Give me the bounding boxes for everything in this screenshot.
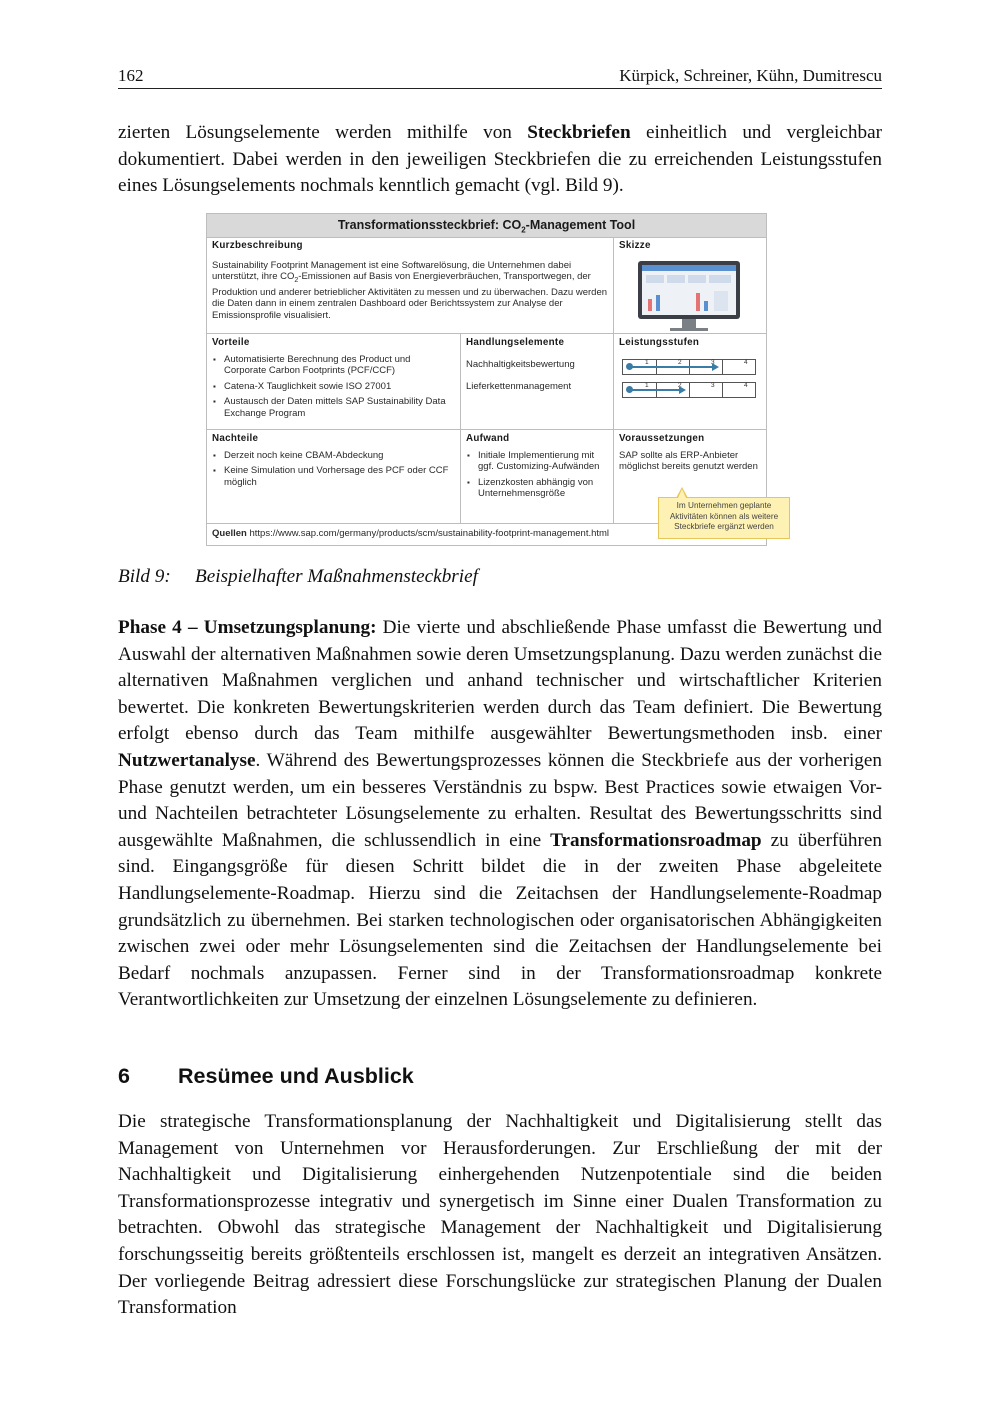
nachteile-list [212, 450, 455, 489]
phase4-bold-2: Nutzwertanalyse [118, 749, 256, 771]
intro-paragraph [118, 120, 882, 200]
vorteile-heading: Vorteile [212, 337, 250, 348]
kurz-heading: Kurzbeschreibung [212, 240, 303, 251]
page-number: 162 [118, 66, 144, 85]
figure-title-pre: Transformationssteckbrief: CO [337, 218, 522, 232]
vorteil-item: ▪ Catena-X Tauglichkeit sowie ISO 27001 [212, 381, 455, 393]
kurz-text [212, 260, 608, 322]
phase4-heading: Phase 4 – Umsetzungsplanung: [118, 617, 377, 638]
scale-label: 1 [645, 382, 649, 389]
cell-vorteile [207, 334, 461, 430]
scale-label: 2 [678, 382, 682, 389]
intro-text-2: einheitlich und vergleichbar dokumentiert. Dabei werden in den jeweiligen Steckbriefen die zu erreichenden Leistungsstufen eines Lösungselements nochmals kenntlich gemacht (vgl. Bild 9). [118, 122, 882, 197]
level-start-dot [626, 363, 633, 370]
phase4-bold-3: Transformationsroadmap [550, 829, 762, 851]
scale-label: 4 [744, 359, 748, 366]
phase4-text-2: . Während des Bewertungsprozesses können die Steckbriefe aus der vorherigen Phase genutzt werden, um ein besseres Verständnis zu bspw. Best Practices sowie etwaigen Vor- und Nachteilen betrachteter Lösungselemente zu erhalten. Resultat des Bewertungsschritts sind ausgewählte Maßnahmen, die schlussendlich in eine [118, 749, 882, 851]
intro-text-1: zierten Lösungselemente werden mithilfe von [118, 122, 528, 143]
vorteile-list [212, 354, 455, 420]
cell-kurzbeschreibung [207, 237, 614, 334]
handlung-heading: Handlungselemente [466, 337, 565, 348]
handlung-item: Nachhaltigkeitsbewertung [466, 358, 575, 370]
scale-divider [689, 383, 690, 397]
running-header [118, 62, 882, 89]
level-bar [629, 389, 679, 391]
figure-title [207, 214, 766, 238]
sticky-note: Im Unternehmen geplante Aktivitäten können als weitere Steckbriefe ergänzt werden [658, 497, 790, 539]
voraus-heading: Voraussetzungen [619, 433, 705, 444]
scale-label: 3 [711, 359, 715, 366]
nachteil-item: ▪ Keine Simulation und Vorhersage des PCF oder CCF möglich [212, 465, 455, 488]
phase4-text-3: zu überführen sind. Eingangsgröße für diesen Schritt bildet die in der zweiten Phase abgeleitete Handlungselemente-Roadmap. Hierzu sind die Zeitachsen der Handlungselemente-Roadmap grundsätzlich zu übernehmen. Bei starken technologischen oder organisatorischen Abhängigkeiten zwischen zwei oder mehr Lösungselementen sind die Zeitachsen der Handlungselemente bei Bedarf nochmals anzupassen. Ferner sind in der Transformationsroadmap konkrete Verantwortlichkeiten zur Umsetzung der einzelnen Lösungselemente zu definieren. [118, 829, 882, 1011]
figure-title-sub: 2 [521, 225, 526, 235]
cell-aufwand [461, 430, 614, 524]
level-start-dot [626, 386, 633, 393]
scale-label: 2 [678, 359, 682, 366]
skizze-heading: Skizze [619, 240, 651, 251]
scale-label: 1 [645, 359, 649, 366]
kurz-text-sub: 2 [294, 277, 299, 285]
monitor-sketch-image [634, 257, 744, 333]
kurz-text-b: -Emissionen auf Basis von Energieverbräuchen, Transportwegen, der Produktion und anderer betrieblicher Aktivitäten zu messen und zu überwachen. Dazu werden die Daten dann in einem zentralen Dashboard oder Berichtssystem zur Analyse der Emissionsprofile visualisiert. [212, 271, 608, 321]
leistung-heading: Leistungsstufen [619, 337, 700, 348]
leistungsstufen-scale [622, 382, 756, 398]
aufwand-list [466, 450, 608, 500]
intro-bold-1: Steckbriefen [527, 122, 631, 143]
nachteile-heading: Nachteile [212, 433, 259, 444]
scale-divider [722, 360, 723, 374]
handlung-item: Lieferkettenmanagement [466, 381, 572, 393]
caption-text: Beispielhafter Maßnahmensteckbrief [195, 566, 478, 587]
section-title: Resümee und Ausblick [178, 1064, 414, 1088]
caption-label: Bild 9: [118, 566, 171, 587]
voraus-text: SAP sollte als ERP-Anbieter möglichst bereits genutzt werden [619, 449, 758, 473]
level-arrow [712, 363, 719, 371]
nachteil-item: ▪ Derzeit noch keine CBAM-Abdeckung [212, 450, 455, 462]
leistungsstufen-scale [622, 359, 756, 375]
conclusion-paragraph: Die strategische Transformationsplanung der Nachhaltigkeit und Digitalisierung stellt das Management von Unternehmen vor Herausforderungen. Zur Erschließung der mit der Nachhaltigkeit und Digitalisierung einhergehenden Nutzenpotentiale sind die beiden Transformationsprozesse integrativ und synergetisch im Sinne einer Dualen Transformation zu betrachten. Obwohl das strategische Management der Nachhaltigkeit und Digitalisierung forschungsseitig bereits größtenteils erschlossen ist, mangelt es derzeit an integrativen Ansätzen. Der vorliegende Beitrag adressiert diese Forschungslücke zur strategischen Planung der Dualen Transformation [118, 1111, 882, 1319]
phase4-paragraph [118, 615, 882, 1014]
level-bar [629, 366, 712, 368]
sources-url: https://www.sap.com/germany/products/scm/sustainability-footprint-management.html [249, 528, 610, 539]
figure-title-post: -Management Tool [525, 218, 636, 232]
scale-divider [722, 383, 723, 397]
vorteil-item: ▪ Automatisierte Berechnung des Product und Corporate Carbon Footprints (PCF/CCF) [212, 354, 455, 377]
scale-label: 3 [711, 382, 715, 389]
cell-nachteile [207, 430, 461, 524]
aufwand-heading: Aufwand [466, 433, 510, 444]
running-authors: Kürpick, Schreiner, Kühn, Dumitrescu [619, 66, 882, 85]
phase4-text-1: Die vierte und abschließende Phase umfasst die Bewertung und Auswahl der alternativen Maßnahmen sowie deren Umsetzungsplanung. Dazu werden zunächst die alternativen Maßnahmen verglichen und anhand technischer und wirtschaftlicher Kriterien bewertet. Die konkreten Bewertungskriterien werden durch das Team definiert. Die Bewertung erfolgt ebenso durch das Team mithilfe ausgewählter Bewertungsmethoden insb. einer [118, 617, 882, 745]
cell-skizze [614, 237, 766, 334]
scale-label: 4 [744, 382, 748, 389]
note-tail-inner [678, 489, 686, 498]
section-number: 6 [118, 1064, 130, 1088]
aufwand-item: ▪ Initiale Implementierung mit ggf. Customizing-Aufwänden [466, 450, 608, 473]
kurz-text-a: Sustainability Footprint Management ist eine Softwarelösung, die Unternehmen dabei unterstützt, ihre CO [212, 259, 572, 283]
level-arrow [679, 386, 686, 394]
aufwand-item: ▪ Lizenzkosten abhängig von Unternehmensgröße [466, 477, 608, 500]
vorteil-item: ▪ Austausch der Daten mittels SAP Sustainability Data Exchange Program [212, 396, 455, 419]
cell-handlungselemente [461, 334, 614, 430]
sources-label: Quellen [212, 528, 247, 539]
